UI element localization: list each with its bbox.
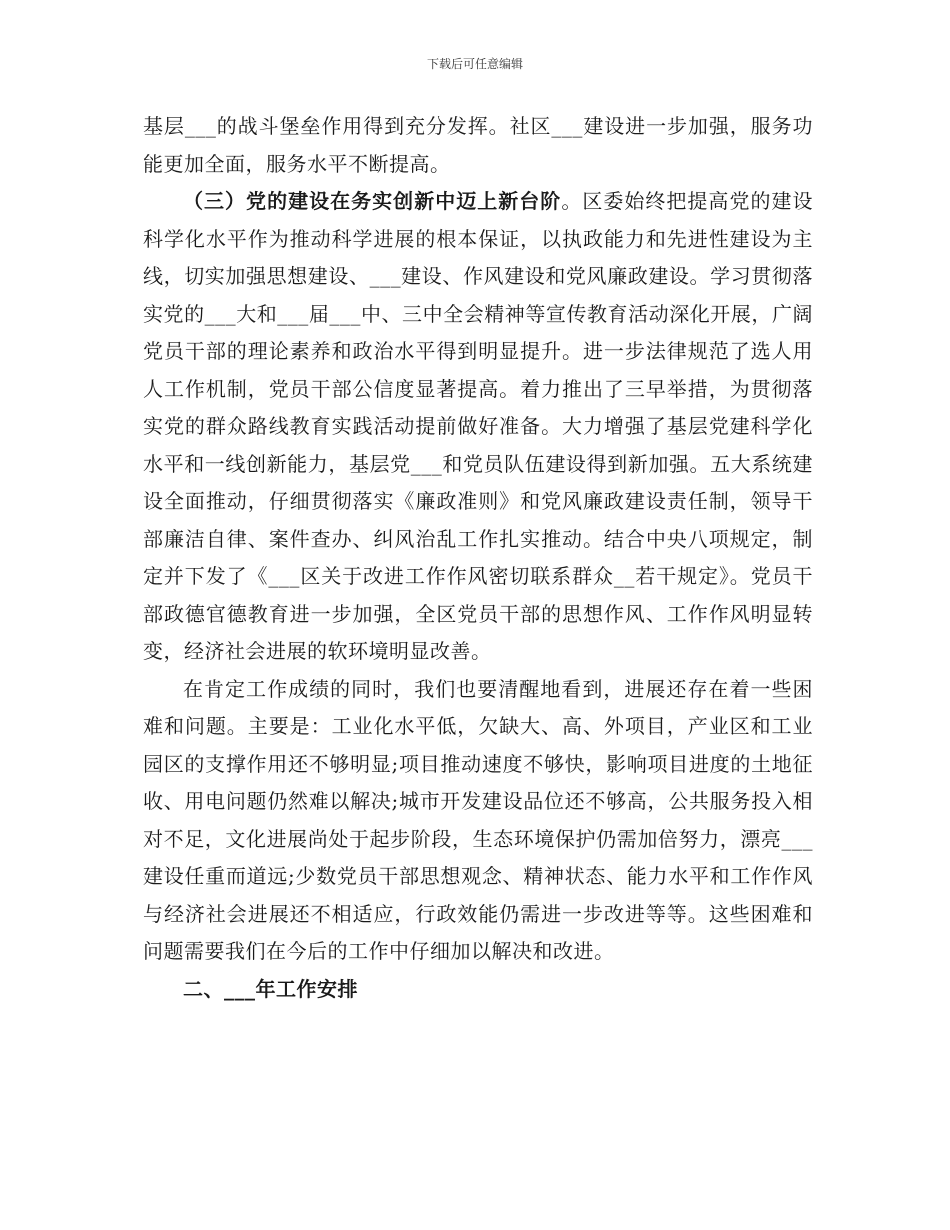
paragraph-3 — [143, 671, 813, 971]
page-header: 下载后可任意编辑 — [426, 57, 523, 71]
section-heading: 二、___年工作安排 — [183, 976, 358, 1001]
paragraph-1 — [143, 108, 813, 183]
paragraph-1-text: 基层___的战斗堡垒作用得到充分发挥。社区___建设进一步加强，服务功能更加全面，服务水平不断提高。 — [143, 114, 813, 176]
document-body — [143, 108, 813, 1008]
paragraph-3-text: 在肯定工作成绩的同时，我们也要清醒地看到，进展还存在着一些困难和问题。主要是：工业化水平低，欠缺大、高、外项目，产业区和工业园区的支撑作用还不够明显;项目推动速度不够快，影响项目进度的土地征收、用电问题仍然难以解决;城市开发建设品位还不够高，公共服务投入相对不足，文化进展尚处于起步阶段，生态环境保护仍需加倍努力，漂亮___建设任重而道远;少数党员干部思想观念、精神状态、能力水平和工作作风与经济社会进展还不相适应，行政效能仍需进一步改进等等。这些困难和问题需要我们在今后的工作中仔细加以解决和改进。 — [143, 676, 813, 963]
paragraph-2 — [143, 183, 813, 671]
paragraph-2-lead: （三）党的建设在务实创新中迈上新台阶 — [183, 189, 562, 213]
paragraph-2-text: 。区委始终把提高党的建设科学化水平作为推动科学进展的根本保证，以执政能力和先进性建设为主线，切实加强思想建设、___建设、作风建设和党风廉政建设。学习贯彻落实党的___大和___届___中、三中全会精神等宣传教育活动深化开展，广阔党员干部的理论素养和政治水平得到明显提升。进一步法律规范了选人用人工作机制，党员干部公信度显著提高。着力推出了三早举措，为贯彻落实党的群众路线教育实践活动提前做好准备。大力增强了基层党建科学化水平和一线创新能力，基层党___和党员队伍建设得到新加强。五大系统建设全面推动，仔细贯彻落实《廉政准则》和党风廉政建设责任制，领导干部廉洁自律、案件查办、纠风治乱工作扎实推动。结合中央八项规定，制定并下发了《___区关于改进工作作风密切联系群众__若干规定》。党员干部政德官德教育进一步加强，全区党员干部的思想作风、工作作风明显转变，经济社会进展的软环境明显改善。 — [143, 189, 814, 663]
